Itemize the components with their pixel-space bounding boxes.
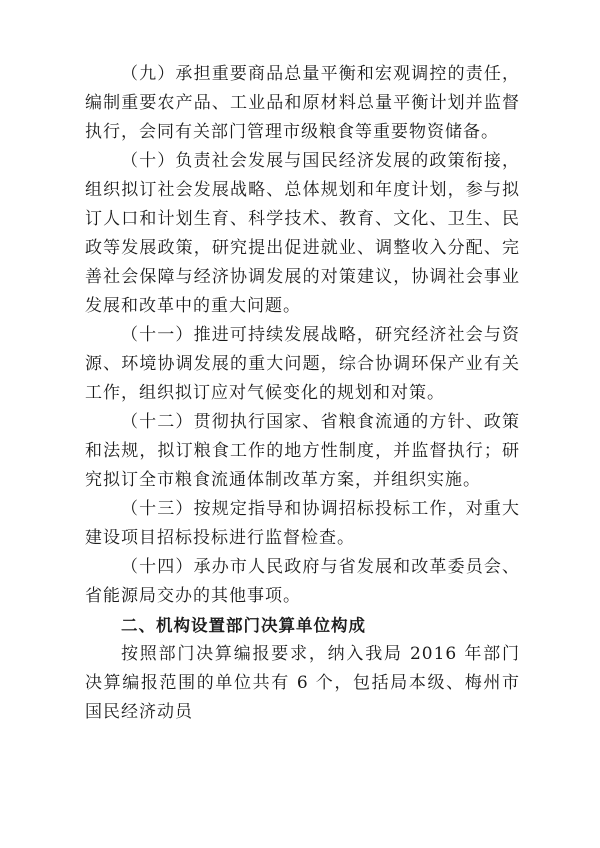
paragraph-item-9: （九）承担重要商品总量平衡和宏观调控的责任，编制重要农产品、工业品和原材料总量平衡计划并监督执行，会同有关部门管理市级粮食等重要物资储备。 bbox=[85, 64, 520, 142]
paragraph-item-10: （十）负责社会发展与国民经济发展的政策衔接，组织拟订社会发展战略、总体规划和年度计划，参与拟订人口和计划生育、科学技术、教育、文化、卫生、民政等发展政策，研究提出促进就业、调整收入分配、完善社会保障与经济协调发展的对策建议，协调社会事业发展和改革中的重大问题。 bbox=[85, 151, 520, 316]
paragraph-item-12: （十二）贯彻执行国家、省粮食流通的方针、政策和法规，拟订粮食工作的地方性制度，并监督执行；研究拟订全市粮食流通体制改革方案，并组织实施。 bbox=[85, 412, 520, 490]
final-paragraph: 按照部门决算编报要求，纳入我局 2016 年部门决算编报范围的单位共有 6 个，包括局本级、梅州市国民经济动员 bbox=[85, 644, 520, 722]
paragraph-item-14: （十四）承办市人民政府与省发展和改革委员会、省能源局交办的其他事项。 bbox=[85, 557, 520, 606]
paragraph-item-13: （十三）按规定指导和协调招标投标工作，对重大建设项目招标投标进行监督检查。 bbox=[85, 499, 520, 548]
section-heading: 二、机构设置部门决算单位构成 bbox=[121, 616, 366, 635]
paragraph-item-11: （十一）推进可持续发展战略，研究经济社会与资源、环境协调发展的重大问题，综合协调环保产业有关工作，组织拟订应对气候变化的规划和对策。 bbox=[85, 325, 520, 403]
document-body bbox=[85, 60, 520, 727]
